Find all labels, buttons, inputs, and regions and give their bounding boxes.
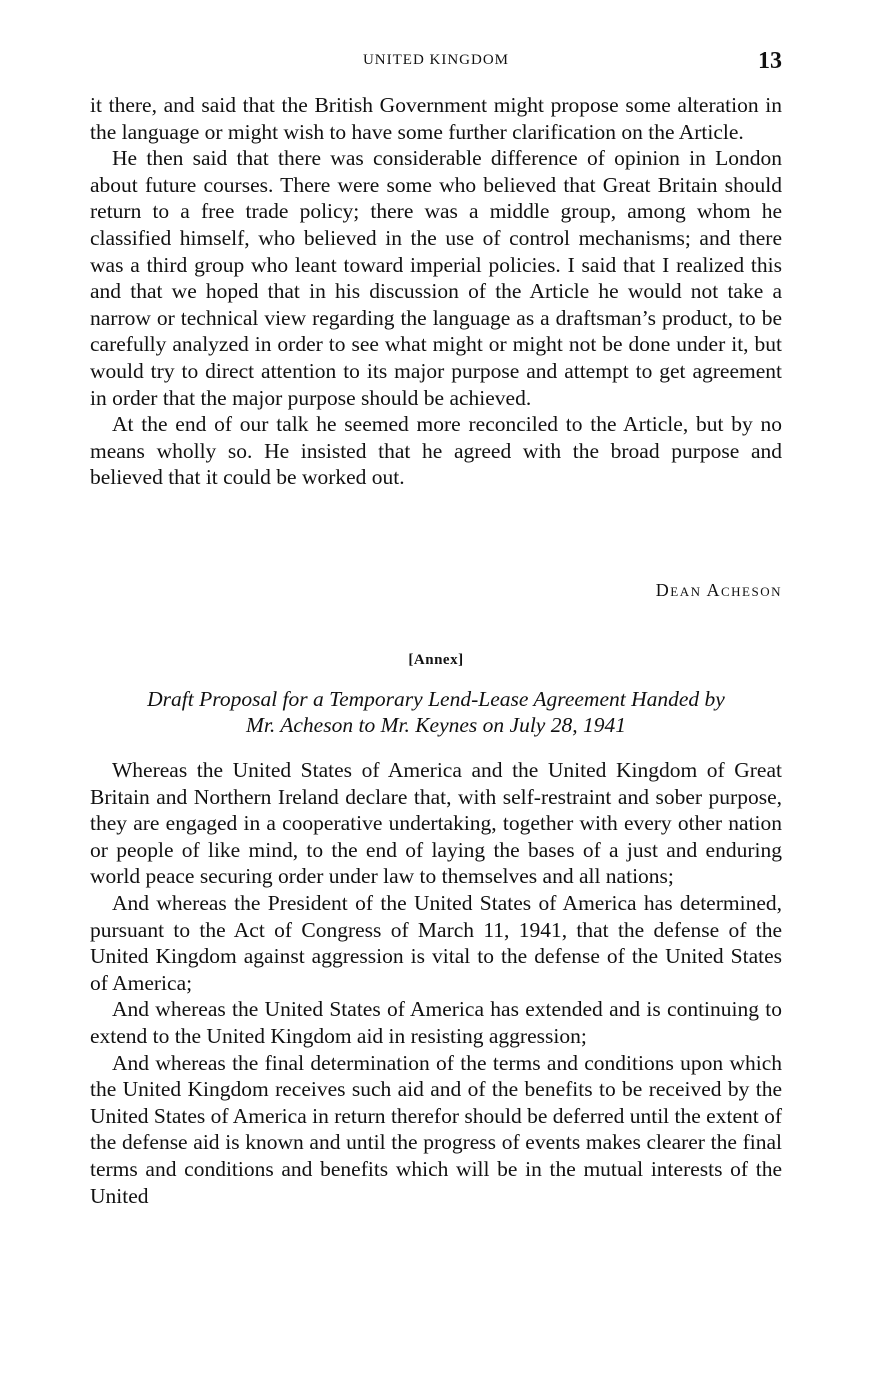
letter-body — [90, 92, 782, 491]
annex-paragraph: And whereas the final determination of the terms and conditions upon which the United Kingdom receives such aid and of the benefits to be received by the United States of America in return therefor should be deferred until the extent of the defense aid is known and until the progress of events makes clearer the final terms and conditions and benefits which will be in the mutual interests of the United — [90, 1050, 782, 1208]
page-number: 13 — [758, 48, 782, 74]
annex-paragraph: Whereas the United States of America and the United Kingdom of Great Britain and Northern Ireland declare that, with self-restraint and sober purpose, they are engaged in a cooperative undertaking, together with every other nation or people of like mind, to the end of laying the bases of a just and enduring world peace securing order under law to themselves and all nations; — [90, 758, 782, 889]
annex-title — [90, 686, 782, 738]
document-page — [90, 0, 782, 1380]
annex-body — [90, 757, 782, 1209]
signature: Dean Acheson — [655, 580, 782, 600]
annex-label: [Annex] — [408, 652, 464, 668]
letter-paragraph: He then said that there was considerable difference of opinion in London about future courses. There were some who believed that Great Britain should return to a free trade policy; there was a middle group, among whom he classified himself, who believed in the use of control mechanisms; and there was a third group who leant toward imperial policies. I said that I realized this and that we hoped that in his discussion of the Article he would not take a narrow or technical view regarding the language as a draftsman’s product, to be carefully analyzed in order to see what might or might not be done under it, but would try to direct attention to its major purpose and attempt to get agreement in order that the major purpose should be achieved. — [90, 146, 782, 410]
letter-paragraph: At the end of our talk he seemed more reconciled to the Article, but by no means wholly so. He insisted that he agreed with the broad purpose and believed that it could be worked out. — [90, 412, 782, 490]
letter-paragraph: it there, and said that the British Government might propose some alteration in the language or might wish to have some further clarification on the Article. — [90, 93, 782, 144]
running-title: UNITED KINGDOM — [362, 52, 510, 68]
annex-title-line: Mr. Acheson to Mr. Keynes on July 28, 1941 — [246, 713, 626, 737]
annex-paragraph: And whereas the United States of America has extended and is continuing to extend to the United Kingdom aid in resisting aggression; — [90, 997, 782, 1048]
annex-title-line: Draft Proposal for a Temporary Lend-Lease Agreement Handed by — [147, 687, 725, 711]
annex-paragraph: And whereas the President of the United States of America has determined, pursuant to the Act of Congress of March 11, 1941, that the defense of the United Kingdom against aggression is vital to the defense of the United States of America; — [90, 890, 782, 995]
running-head — [90, 48, 782, 78]
